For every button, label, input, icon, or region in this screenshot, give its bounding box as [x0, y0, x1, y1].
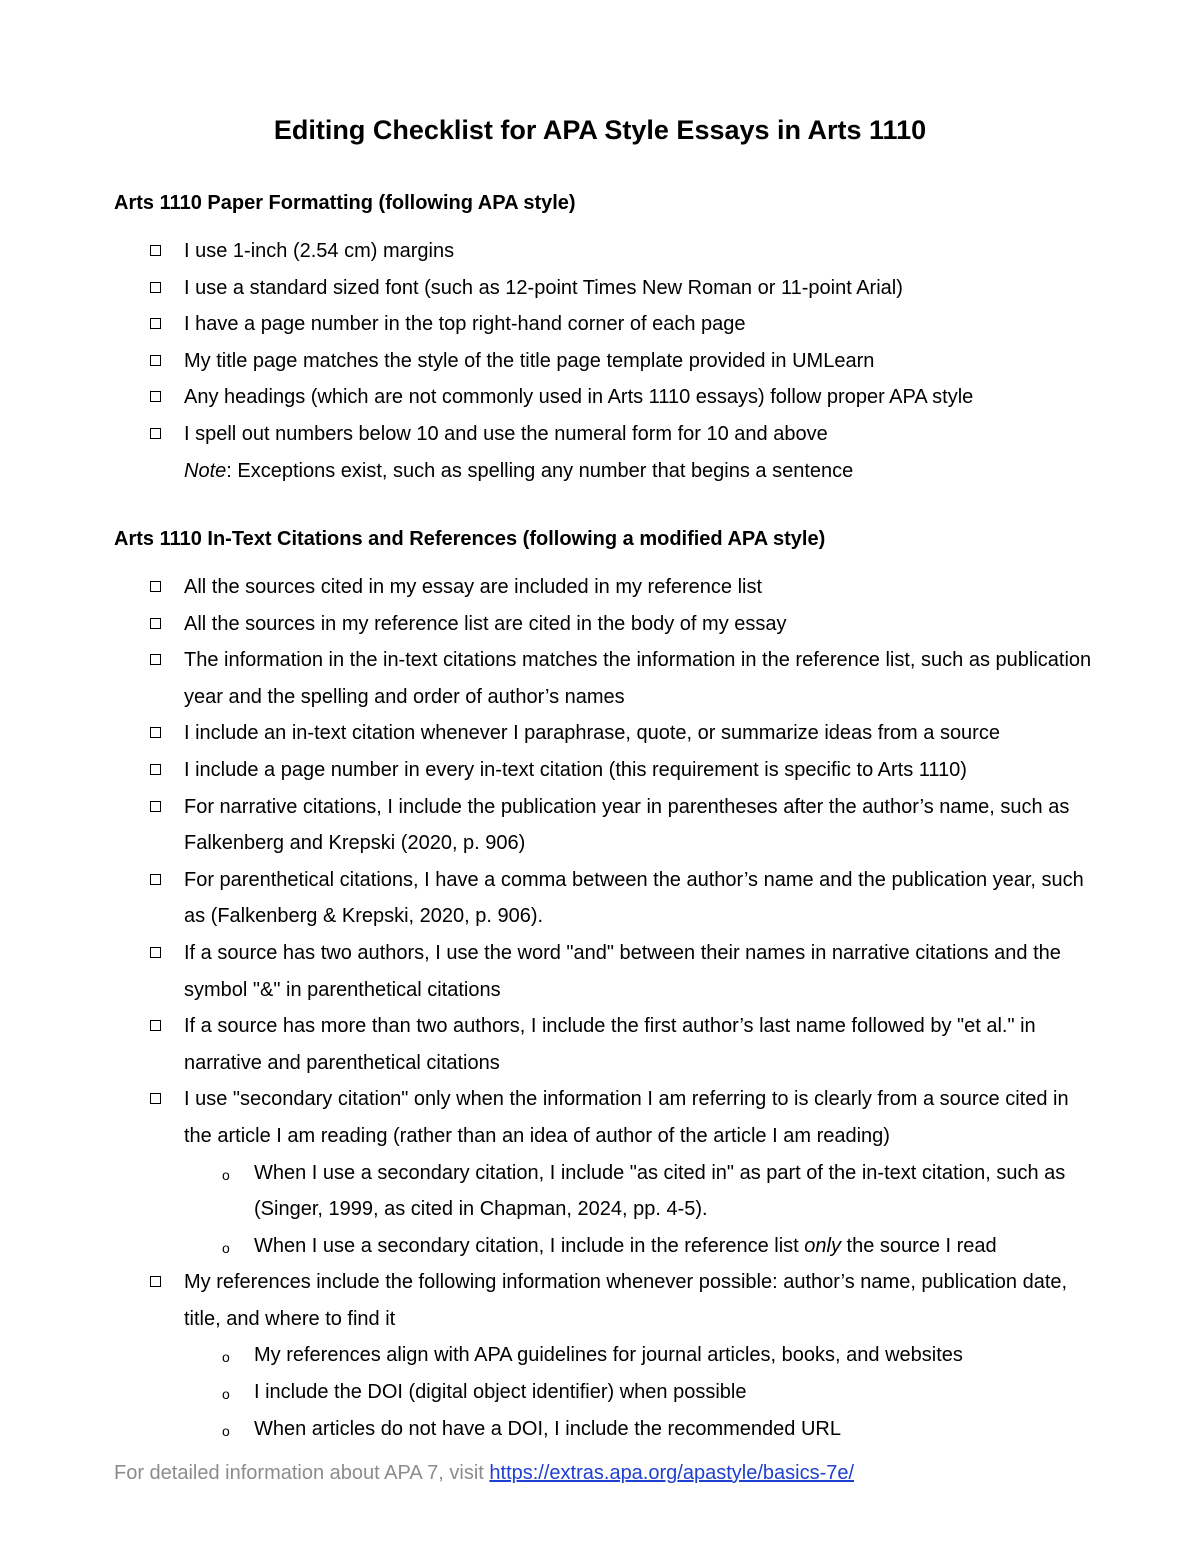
sub-item-text-after: the source I read: [841, 1234, 997, 1257]
checkbox[interactable]: [150, 764, 161, 775]
checklist-item-text: My references include the following information whenever possible: author’s name, publication date, title, and where to find it: [184, 1271, 1068, 1330]
checkbox[interactable]: [150, 1276, 161, 1287]
checklist-item-text: The information in the in-text citations matches the information in the reference list, such as publication year and the spelling and order of author’s names: [184, 649, 1092, 708]
checklist-item: [114, 343, 1094, 380]
sub-item: [114, 1337, 1094, 1374]
checklist-item: [114, 233, 1094, 270]
checklist-item: [114, 569, 1094, 606]
footer-note: [114, 1458, 854, 1488]
checklist-item: [114, 935, 1094, 1008]
checkbox[interactable]: [150, 355, 161, 366]
checklist-item: [114, 306, 1094, 343]
checklist-item: [114, 715, 1094, 752]
section-citations-references: [114, 526, 1094, 1447]
sub-item-text: My references align with APA guidelines for journal articles, books, and websites: [254, 1344, 963, 1367]
checkbox[interactable]: [150, 428, 161, 439]
checklist-item: [114, 789, 1094, 862]
checklist-item-text: If a source has more than two authors, I include the first author’s last name followed by "et al." in narrative and parenthetical citations: [184, 1015, 1036, 1074]
sub-item-text: When I use a secondary citation, I include "as cited in" as part of the in-text citation, such as (Singer, 1999, as cited in Chapman, 2024, pp. 4-5).: [254, 1161, 1066, 1221]
section-paper-formatting: [114, 190, 1094, 489]
checkbox[interactable]: [150, 874, 161, 885]
checklist: [114, 569, 1094, 1447]
bullet-o-icon: o: [222, 1239, 230, 1256]
footer-text: For detailed information about APA 7, visit: [114, 1462, 490, 1484]
checklist-item: [114, 1264, 1094, 1447]
section-heading: Arts 1110 In-Text Citations and References (following a modified APA style): [114, 528, 826, 550]
checkbox[interactable]: [150, 727, 161, 738]
checklist-item: [114, 270, 1094, 307]
sub-item: [114, 1374, 1094, 1411]
note-line: [114, 453, 1094, 490]
checklist-item: [114, 862, 1094, 935]
checklist-item: [114, 416, 1094, 453]
apa-basics-link[interactable]: https://extras.apa.org/apastyle/basics-7e/: [489, 1462, 855, 1484]
checklist-item-text: I have a page number in the top right-hand corner of each page: [184, 313, 746, 336]
checkbox[interactable]: [150, 318, 161, 329]
bullet-o-icon: o: [222, 1349, 230, 1366]
note-text: : Exceptions exist, such as spelling any number that begins a sentence: [226, 459, 854, 482]
checklist-item-text: All the sources cited in my essay are included in my reference list: [184, 576, 763, 598]
section-heading: Arts 1110 Paper Formatting (following APA style): [114, 192, 576, 214]
checklist-item-text: I include an in-text citation whenever I paraphrase, quote, or summarize ideas from a source: [184, 722, 1000, 745]
sub-item: [114, 1228, 1094, 1265]
bullet-o-icon: o: [222, 1166, 230, 1183]
bullet-o-icon: o: [222, 1386, 230, 1403]
checklist-item: [114, 752, 1094, 789]
checklist: [114, 233, 1094, 489]
checklist-item: [114, 606, 1094, 643]
checklist-item-text: All the sources in my reference list are cited in the body of my essay: [184, 612, 787, 635]
checkbox[interactable]: [150, 282, 161, 293]
checklist-item-text: I spell out numbers below 10 and use the numeral form for 10 and above: [184, 422, 828, 445]
checklist-item-text: I include a page number in every in-text citation (this requirement is specific to Arts 1110): [184, 758, 967, 781]
checklist-item-text: I use 1-inch (2.54 cm) margins: [184, 240, 455, 262]
checklist-item-text: I use a standard sized font (such as 12-point Times New Roman or 11-point Arial): [184, 276, 903, 299]
checklist-item: [114, 1081, 1094, 1264]
checkbox[interactable]: [150, 1093, 161, 1104]
checkbox[interactable]: [150, 391, 161, 402]
checkbox[interactable]: [150, 947, 161, 958]
checkbox[interactable]: [150, 581, 161, 592]
sub-checklist: [114, 1337, 1094, 1447]
sub-checklist: [114, 1155, 1094, 1265]
checklist-item-text: For parenthetical citations, I have a comma between the author’s name and the publication year, such as (Falkenberg & Krepski, 2020, p. 906).: [184, 868, 1084, 928]
checklist-item-text: I use "secondary citation" only when the information I am referring to is clearly from a source cited in the article I am reading (rather than an idea of author of the article I am reading): [184, 1088, 1069, 1147]
sub-item-text: I include the DOI (digital object identifier) when possible: [254, 1381, 747, 1404]
bullet-o-icon: o: [222, 1422, 230, 1439]
checklist-item-text: My title page matches the style of the title page template provided in UMLearn: [184, 349, 875, 372]
checkbox[interactable]: [150, 654, 161, 665]
page-title: Editing Checklist for APA Style Essays in Arts 1110: [273, 115, 927, 145]
checklist-item: [114, 642, 1094, 715]
checkbox[interactable]: [150, 1020, 161, 1031]
checklist-item-text: For narrative citations, I include the publication year in parentheses after the author’s name, such as Falkenberg and Krepski (2020, p. 906): [184, 795, 1070, 855]
note-label: Note: [184, 459, 227, 482]
checklist-item: [114, 379, 1094, 416]
sub-item-emphasis: only: [804, 1234, 841, 1257]
checkbox[interactable]: [150, 245, 161, 256]
sub-item-text-before: When I use a secondary citation, I include in the reference list: [254, 1234, 805, 1257]
checklist-item: [114, 1008, 1094, 1081]
checkbox[interactable]: [150, 618, 161, 629]
checklist-item-text: If a source has two authors, I use the word "and" between their names in narrative citations and the symbol "&" in parenthetical citations: [184, 941, 1061, 1001]
checkbox[interactable]: [150, 801, 161, 812]
sub-item: [114, 1155, 1094, 1228]
sub-item-text: When articles do not have a DOI, I include the recommended URL: [254, 1417, 841, 1440]
checklist-item-text: Any headings (which are not commonly used in Arts 1110 essays) follow proper APA style: [184, 386, 974, 409]
sub-item: [114, 1411, 1094, 1448]
